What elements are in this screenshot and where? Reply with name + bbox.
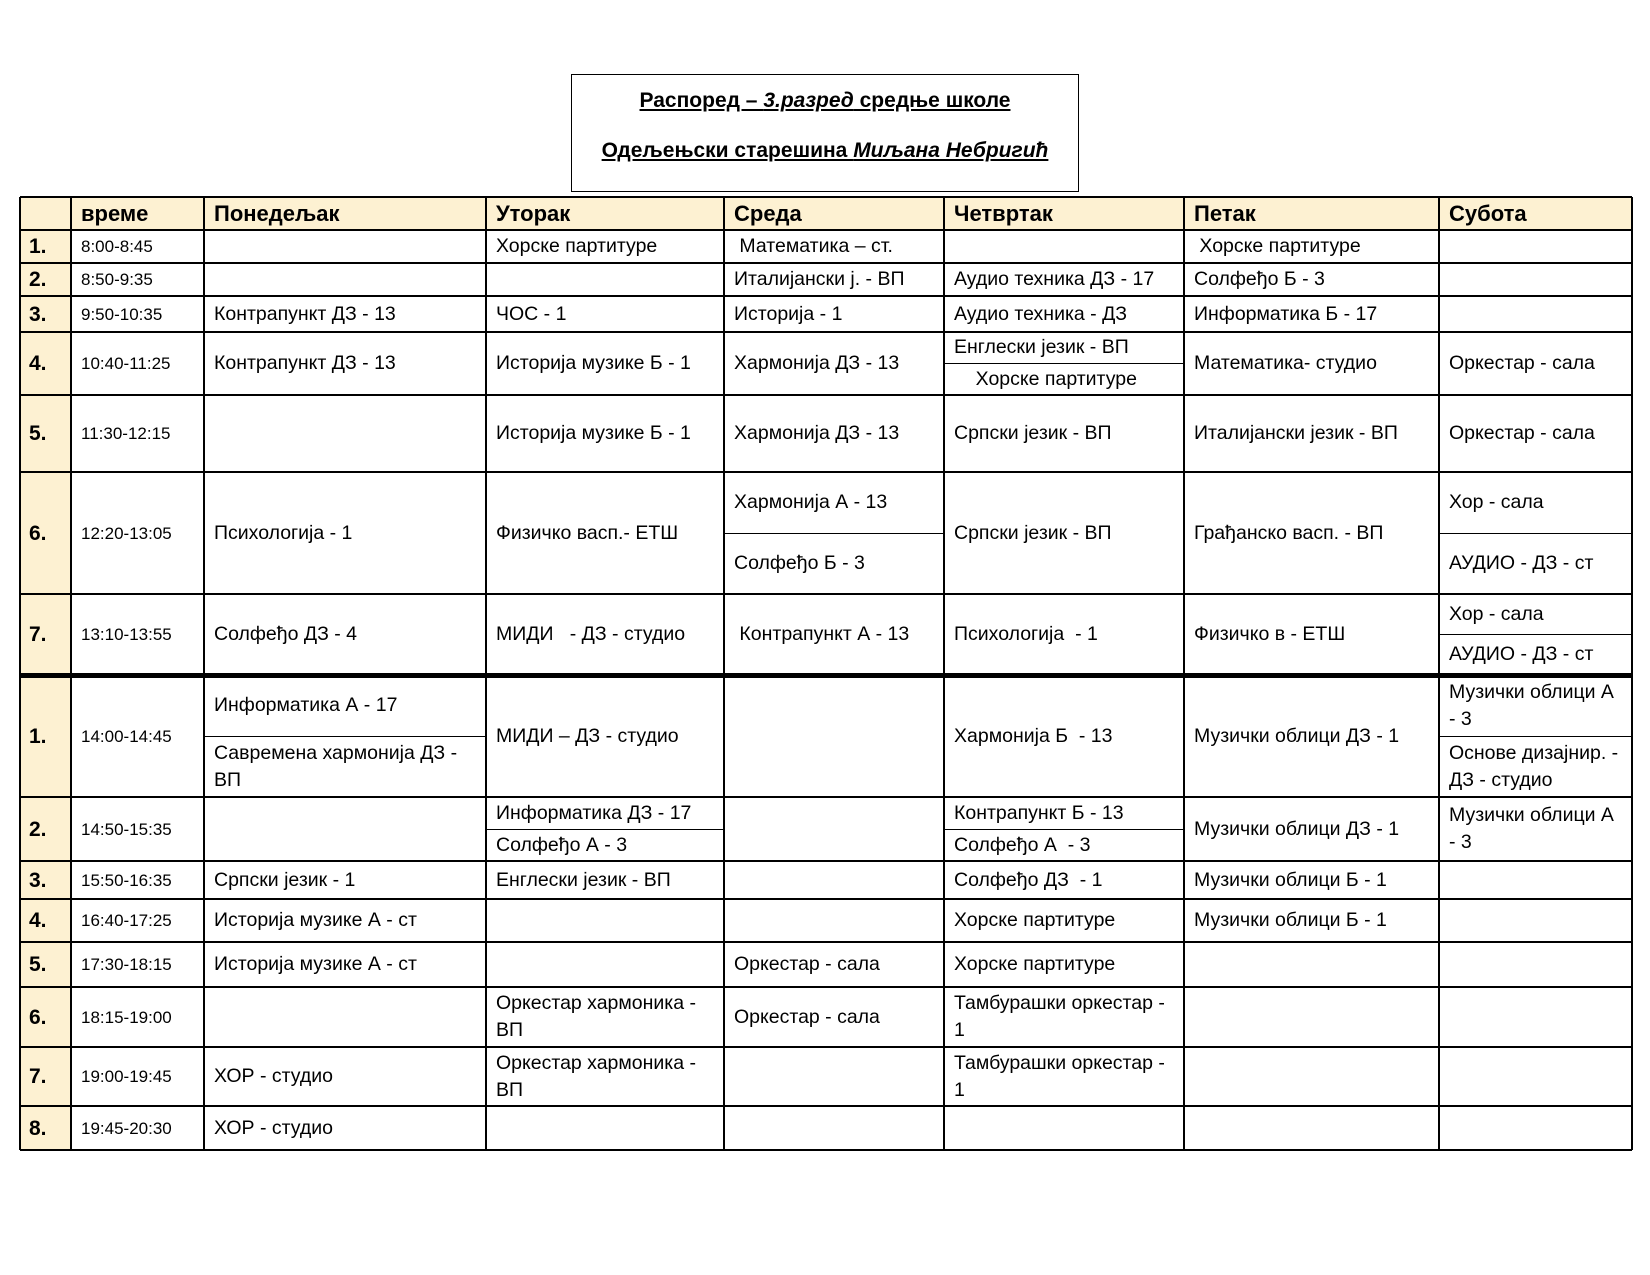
row-number: 3. bbox=[20, 296, 71, 332]
column-rule bbox=[203, 197, 205, 1150]
column-header: Четвртак bbox=[944, 197, 1184, 230]
row-rule bbox=[20, 941, 1632, 943]
lesson-cell: Српски језик - ВП bbox=[944, 395, 1184, 472]
row-rule bbox=[20, 295, 1632, 297]
lesson-cell: Хор - сала bbox=[1439, 472, 1632, 533]
row-number: 4. bbox=[20, 332, 71, 395]
lesson-cell: ЧОС - 1 bbox=[486, 296, 724, 332]
lesson-cell: Хорске партитуре bbox=[944, 364, 1184, 396]
lesson-cell: Солфеђо Б - 3 bbox=[724, 533, 944, 594]
column-rule bbox=[943, 197, 945, 1150]
column-header bbox=[20, 197, 71, 230]
lesson-cell: МИДИ - ДЗ - студио bbox=[486, 594, 724, 675]
lesson-cell: Енглески језик - ВП bbox=[486, 861, 724, 899]
time-slot: 8:00-8:45 bbox=[71, 230, 204, 263]
row-rule bbox=[20, 1149, 1632, 1151]
lesson-cell: Хорске партитуре bbox=[1184, 230, 1439, 263]
time-slot: 9:50-10:35 bbox=[71, 296, 204, 332]
lesson-cell: Енглески језик - ВП bbox=[944, 332, 1184, 364]
lesson-cell: Физичко в - ЕТШ bbox=[1184, 594, 1439, 675]
lesson-cell: Грађанско васп. - ВП bbox=[1184, 472, 1439, 594]
lesson-cell: Основе дизајнир. - ДЗ - студио bbox=[1439, 736, 1632, 797]
lesson-cell: Историја музике Б - 1 bbox=[486, 332, 724, 395]
lesson-cell: Хармонија Б - 13 bbox=[944, 675, 1184, 797]
lesson-cell: Музички облици А - 3 bbox=[1439, 797, 1632, 861]
title-line-2: Одељењски старешина Миљана Небригић bbox=[601, 139, 1049, 162]
lesson-cell: Информатика Б - 17 bbox=[1184, 296, 1439, 332]
row-rule bbox=[1439, 533, 1632, 534]
row-number: 2. bbox=[20, 263, 71, 296]
lesson-cell: Оркестар - сала bbox=[1439, 395, 1632, 472]
lesson-cell: Солфеђо Б - 3 bbox=[1184, 263, 1439, 296]
row-number: 8. bbox=[20, 1106, 71, 1150]
lesson-cell: Математика- студио bbox=[1184, 332, 1439, 395]
row-rule bbox=[20, 860, 1632, 862]
row-number: 5. bbox=[20, 942, 71, 987]
row-rule bbox=[20, 331, 1632, 333]
row-rule bbox=[20, 229, 1632, 231]
lesson-cell: Психологија - 1 bbox=[944, 594, 1184, 675]
lesson-cell: Музички облици ДЗ - 1 bbox=[1184, 797, 1439, 861]
lesson-cell: Хор - сала bbox=[1439, 594, 1632, 635]
lesson-cell: Контрапункт Б - 13 bbox=[944, 797, 1184, 829]
column-header: Петак bbox=[1184, 197, 1439, 230]
column-rule bbox=[19, 197, 21, 1150]
row-number: 2. bbox=[20, 797, 71, 861]
row-number: 6. bbox=[20, 987, 71, 1047]
row-number: 5. bbox=[20, 395, 71, 472]
lesson-cell: ХОР - студио bbox=[204, 1047, 486, 1106]
column-header: време bbox=[71, 197, 204, 230]
time-slot: 19:45-20:30 bbox=[71, 1106, 204, 1150]
lesson-cell: ХОР - студио bbox=[204, 1106, 486, 1150]
column-header: Уторак bbox=[486, 197, 724, 230]
lesson-cell: Италијански ј. - ВП bbox=[724, 263, 944, 296]
row-number: 3. bbox=[20, 861, 71, 899]
row-number: 7. bbox=[20, 1047, 71, 1106]
lesson-cell: Солфеђо ДЗ - 4 bbox=[204, 594, 486, 675]
column-rule bbox=[485, 197, 487, 1150]
lesson-cell: Хармонија А - 13 bbox=[724, 472, 944, 533]
lesson-cell: Солфеђо ДЗ - 1 bbox=[944, 861, 1184, 899]
lesson-cell: Контрапункт ДЗ - 13 bbox=[204, 332, 486, 395]
schedule-table bbox=[20, 197, 1632, 1150]
lesson-cell: Оркестар хармоника - ВП bbox=[486, 987, 724, 1047]
row-rule bbox=[20, 1105, 1632, 1107]
row-rule bbox=[944, 363, 1184, 364]
column-header: Субота bbox=[1439, 197, 1632, 230]
lesson-cell: Историја - 1 bbox=[724, 296, 944, 332]
row-number: 1. bbox=[20, 675, 71, 797]
lesson-cell: Историја музике Б - 1 bbox=[486, 395, 724, 472]
lesson-cell: Контрапункт А - 13 bbox=[724, 594, 944, 675]
lesson-cell: Информатика А - 17 bbox=[204, 675, 486, 736]
title-box bbox=[571, 74, 1079, 192]
time-slot: 11:30-12:15 bbox=[71, 395, 204, 472]
lesson-cell: Савремена хармонија ДЗ - ВП bbox=[204, 736, 486, 797]
lesson-cell: Аудио техника ДЗ - 17 bbox=[944, 263, 1184, 296]
time-slot: 18:15-19:00 bbox=[71, 987, 204, 1047]
row-number: 1. bbox=[20, 230, 71, 263]
lesson-cell: Историја музике А - ст bbox=[204, 899, 486, 942]
lesson-cell: Солфеђо А - 3 bbox=[486, 829, 724, 861]
row-rule bbox=[20, 796, 1632, 798]
lesson-cell: Тамбурашки оркестар - 1 bbox=[944, 1047, 1184, 1106]
row-rule bbox=[20, 986, 1632, 988]
lesson-cell: Контрапункт ДЗ - 13 bbox=[204, 296, 486, 332]
lesson-cell: Хармонија ДЗ - 13 bbox=[724, 395, 944, 472]
time-slot: 10:40-11:25 bbox=[71, 332, 204, 395]
lesson-cell: Солфеђо А - 3 bbox=[944, 829, 1184, 861]
row-rule bbox=[486, 829, 724, 830]
row-number: 4. bbox=[20, 899, 71, 942]
title-line-1: Распоред – 3.разред средње школе bbox=[639, 89, 1011, 112]
lesson-cell: Психологија - 1 bbox=[204, 472, 486, 594]
lesson-cell: АУДИО - ДЗ - ст bbox=[1439, 533, 1632, 594]
lesson-cell: Музички облици Б - 1 bbox=[1184, 861, 1439, 899]
row-rule bbox=[20, 196, 1632, 198]
lesson-cell: МИДИ – ДЗ - студио bbox=[486, 675, 724, 797]
row-rule bbox=[20, 898, 1632, 900]
row-number: 6. bbox=[20, 472, 71, 594]
row-rule bbox=[204, 736, 486, 737]
row-rule bbox=[20, 394, 1632, 396]
lesson-cell: Оркестар - сала bbox=[724, 942, 944, 987]
column-rule bbox=[1631, 197, 1633, 1150]
time-slot: 19:00-19:45 bbox=[71, 1047, 204, 1106]
lesson-cell: Тамбурашки оркестар - 1 bbox=[944, 987, 1184, 1047]
lesson-cell: Музички облици ДЗ - 1 bbox=[1184, 675, 1439, 797]
lesson-cell: Историја музике А - ст bbox=[204, 942, 486, 987]
lesson-cell: Италијански језик - ВП bbox=[1184, 395, 1439, 472]
time-slot: 13:10-13:55 bbox=[71, 594, 204, 675]
lesson-cell: Музички облици А - 3 bbox=[1439, 675, 1632, 736]
lesson-cell: Српски језик - ВП bbox=[944, 472, 1184, 594]
row-number: 7. bbox=[20, 594, 71, 675]
lesson-cell: Оркестар хармоника - ВП bbox=[486, 1047, 724, 1106]
row-rule bbox=[20, 673, 1632, 678]
lesson-cell: Музички облици Б - 1 bbox=[1184, 899, 1439, 942]
lesson-cell: Информатика ДЗ - 17 bbox=[486, 797, 724, 829]
time-slot: 8:50-9:35 bbox=[71, 263, 204, 296]
lesson-cell: Математика – ст. bbox=[724, 230, 944, 263]
row-rule bbox=[20, 471, 1632, 473]
time-slot: 16:40-17:25 bbox=[71, 899, 204, 942]
lesson-cell: Српски језик - 1 bbox=[204, 861, 486, 899]
row-rule bbox=[20, 593, 1632, 595]
lesson-cell: Оркестар - сала bbox=[724, 987, 944, 1047]
time-slot: 14:00-14:45 bbox=[71, 675, 204, 797]
row-rule bbox=[20, 1046, 1632, 1048]
row-rule bbox=[944, 829, 1184, 830]
column-rule bbox=[723, 197, 725, 1150]
lesson-cell: Оркестар - сала bbox=[1439, 332, 1632, 395]
row-rule bbox=[724, 533, 944, 534]
lesson-cell: Хорске партитуре bbox=[944, 942, 1184, 987]
lesson-cell: Физичко васп.- ЕТШ bbox=[486, 472, 724, 594]
lesson-cell: Хармонија ДЗ - 13 bbox=[724, 332, 944, 395]
row-rule bbox=[1439, 634, 1632, 635]
lesson-cell: Хорске партитуре bbox=[486, 230, 724, 263]
lesson-cell: АУДИО - ДЗ - ст bbox=[1439, 635, 1632, 676]
time-slot: 12:20-13:05 bbox=[71, 472, 204, 594]
row-rule bbox=[20, 262, 1632, 264]
time-slot: 17:30-18:15 bbox=[71, 942, 204, 987]
column-header: Среда bbox=[724, 197, 944, 230]
lesson-cell: Аудио техника - ДЗ bbox=[944, 296, 1184, 332]
time-slot: 14:50-15:35 bbox=[71, 797, 204, 861]
column-rule bbox=[70, 197, 72, 1150]
column-header: Понедељак bbox=[204, 197, 486, 230]
column-rule bbox=[1183, 197, 1185, 1150]
lesson-cell: Хорске партитуре bbox=[944, 899, 1184, 942]
column-rule bbox=[1438, 197, 1440, 1150]
time-slot: 15:50-16:35 bbox=[71, 861, 204, 899]
row-rule bbox=[1439, 736, 1632, 737]
